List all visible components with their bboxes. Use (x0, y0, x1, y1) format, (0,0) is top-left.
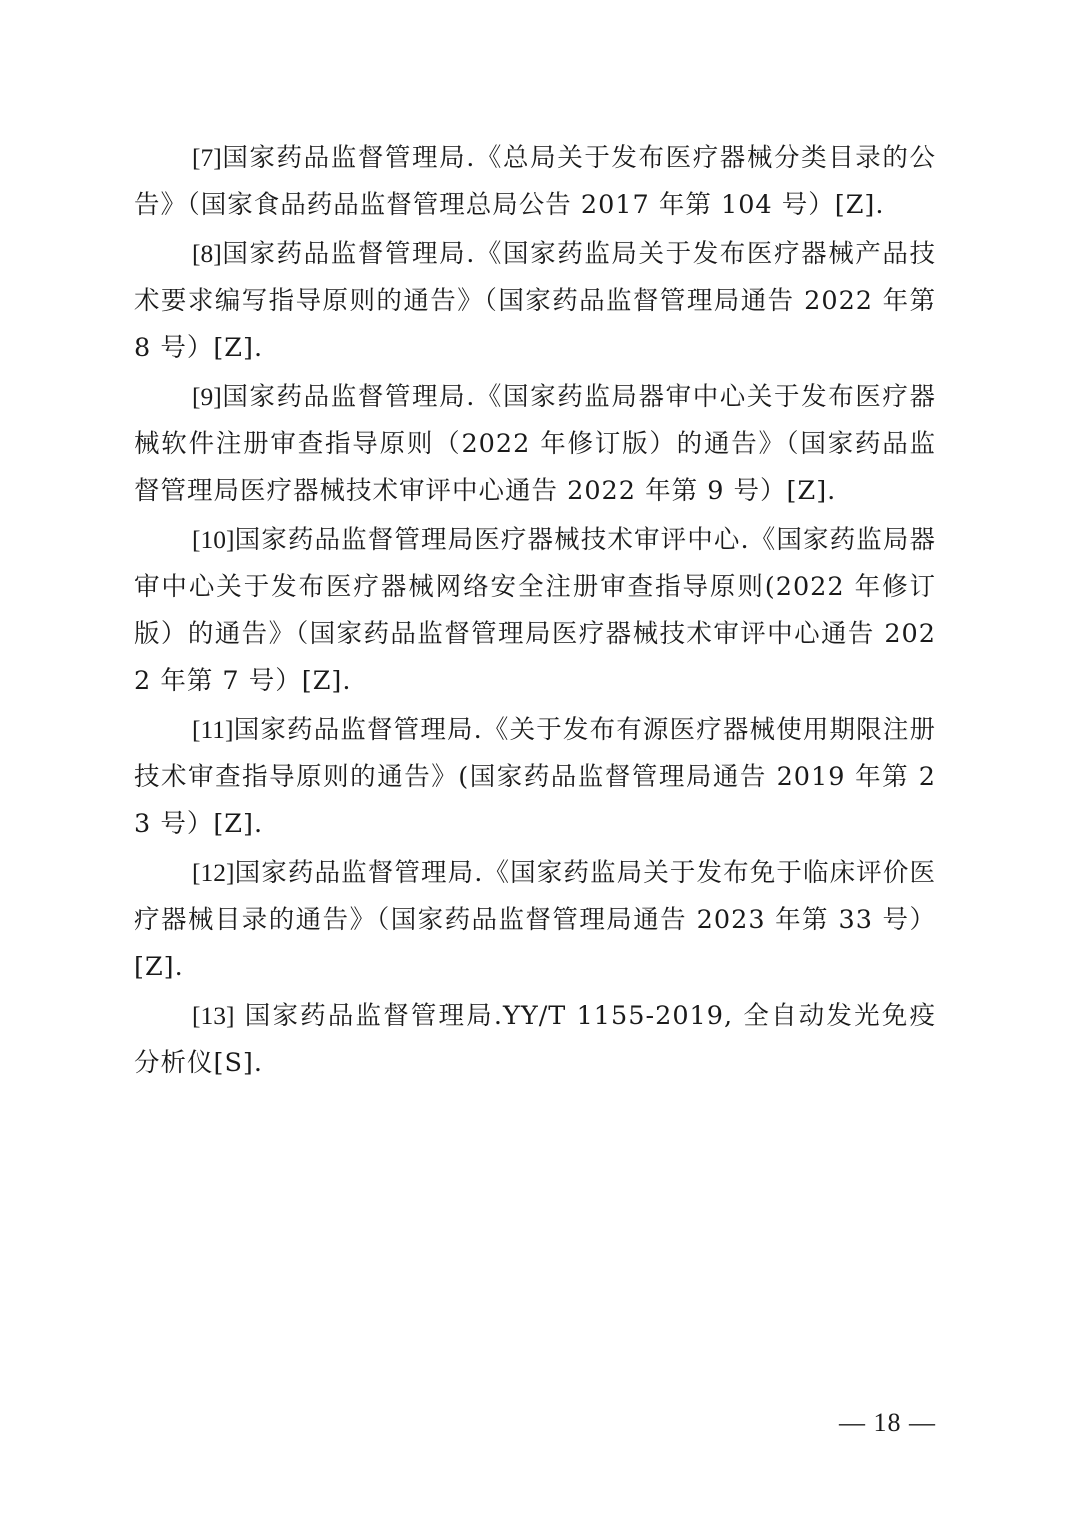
reference-text: 国家药品监督管理局.《国家药监局关于发布医疗器械产品技术要求编写指导原则的通告》（国家药品监督管理局通告 2022 年第 8 号）[Z]. (134, 239, 936, 363)
page-number: — 18 — (839, 1408, 936, 1437)
reference-list (134, 134, 936, 1088)
reference-text: 国家药品监督管理局.《关于发布有源医疗器械使用期限注册技术审查指导原则的通告》(国家药品监督管理局通告 2019 年第 23 号）[Z]. (134, 715, 936, 839)
reference-text: 国家药品监督管理局.《国家药监局器审中心关于发布医疗器械软件注册审查指导原则（2022 年修订版）的通告》（国家药品监督管理局医疗器械技术审评中心通告 2022 年第 9 号）[Z]. (134, 382, 936, 506)
reference-text: 国家药品监督管理局医疗器械技术审评中心.《国家药监局器审中心关于发布医疗器械网络安全注册审查指导原则(2022 年修订版）的通告》（国家药品监督管理局医疗器械技术审评中心通告 2022 年第 7 号）[Z]. (134, 525, 936, 696)
reference-item (134, 134, 936, 229)
reference-number: [10] (192, 525, 235, 554)
reference-item (134, 706, 936, 848)
reference-item (134, 849, 936, 991)
reference-number: [7] (192, 143, 222, 172)
reference-number: [13] (192, 1001, 235, 1030)
reference-text: 国家药品监督管理局.《总局关于发布医疗器械分类目录的公告》（国家食品药品监督管理总局公告 2017 年第 104 号）[Z]. (134, 143, 936, 220)
reference-number: [11] (192, 715, 234, 744)
reference-item (134, 230, 936, 372)
reference-text: 国家药品监督管理局.YY/T 1155-2019, 全自动发光免疫分析仪[S]. (134, 1001, 936, 1078)
reference-number: [12] (192, 858, 235, 887)
reference-text: 国家药品监督管理局.《国家药监局关于发布免于临床评价医疗器械目录的通告》（国家药品监督管理局通告 2023 年第 33 号）[Z]. (134, 858, 936, 982)
reference-item (134, 516, 936, 705)
reference-item (134, 373, 936, 515)
reference-item (134, 992, 936, 1087)
reference-number: [9] (192, 382, 222, 411)
reference-number: [8] (192, 239, 222, 268)
